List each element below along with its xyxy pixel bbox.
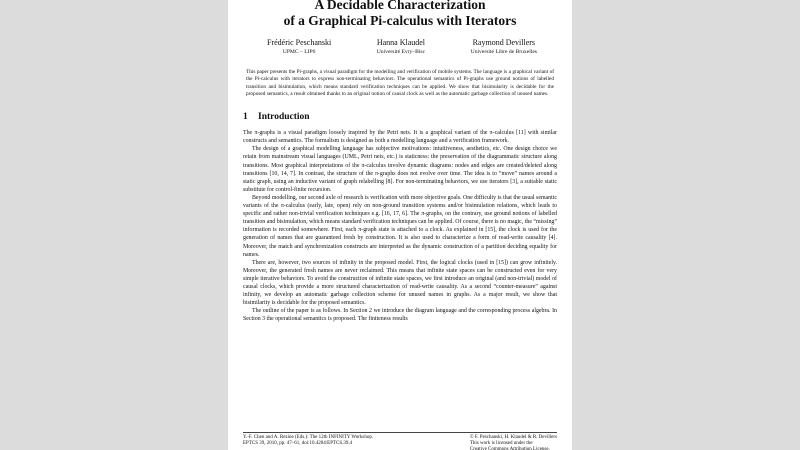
paragraph: The outline of the paper is as follows. In Section 2 we introduce the diagram language and the corresponding process algebra. In Section 3 the operational semantics is proposed. The finiteness results: [243, 308, 557, 323]
title-line-2: of a Graphical Pi-calculus with Iterators: [283, 13, 517, 28]
author-affiliation: UPMC – LIP6: [282, 49, 316, 55]
footer-citation: [243, 435, 373, 450]
author-2: [377, 38, 425, 57]
author-affiliation: Université Evry–Bisc: [376, 49, 426, 55]
page-footer: [243, 432, 557, 450]
section-title: Introduction: [258, 112, 310, 123]
paragraph: The design of a graphical modelling language has subjective motivations: intuitiveness, aesthetics, etc. One design choice we retain from mainstream visual languages (UML, Petri nets, etc.) is staticness: the preservation of the diagrammatic structure along transitions. Most graphical interpretations of the π-calculus involve dynamic diagrams: nodes and edges are created/deleted along transitions [10, 14, 7]. In contrast, the structure of the π-graphs does not evolve over time. The idea is to “move” names around a static graph, using an inductive variant of graph relabelling [8]. For non-terminating behaviors, we use iterators [3], a suitable static substitute for control-finite recursion.: [243, 146, 557, 193]
author-list: [243, 38, 557, 57]
paper-page: [228, 0, 572, 450]
author-3: [471, 38, 537, 57]
page-content: [243, 0, 557, 323]
paragraph: Beyond modelling, our second axle of research is verification with more objective goals. One difficulty is that the usual semantic variants of the π-calculus (early, late, open) rely on non-ground transition systems and/or bisimulation relations, which leads to specific and rather non-trivial verification techniques e.g. [16, 17, 6]. The π-graphs, on the contrary, use ground notions of labelled transition and bisimulation, which means standard verification techniques can be applied. Of course, there is no magic, the “missing” information is recorded somewhere. First, each π-graph state is attached to a clock. As explained in [15], the clock is used for the generation of names that are guaranteed fresh by construction. It is also used to characterize a form of read-write causality [4]. Moreover, the match and synchronization constructs are interpreted as the dynamic construction of a partition deciding equality for names.: [243, 194, 557, 258]
paragraph: The π-graphs is a visual paradigm loosely inspired by the Petri nets. It is a graphical variant of the π-calculus [11] with similar constructs and semantics. The formalism is designed as both a modelling language and a verification framework.: [243, 130, 557, 145]
author-name: Frédéric Peschanski: [267, 38, 332, 47]
section-number: 1: [243, 112, 248, 123]
author-name: Hanna Klaudel: [376, 38, 426, 47]
footer-citation-line: Y.-F. Chen and A. Rezine (Eds.): The 12th INFINITY Workshop.: [243, 435, 374, 440]
author-affiliation: Université Libre de Bruxelles: [470, 49, 537, 55]
section-heading: [243, 111, 557, 123]
footer-license-line: This work is licensed under the: [469, 441, 533, 446]
paragraph: There are, however, two sources of infinity in the proposed model. First, the logical clocks (used in [15]) can grow infinitely. Moreover, the generated fresh names are never reclaimed. This means that infinite state spaces can be constructed even for very simple iterative behaviors. To avoid the construction of infinite state spaces, we first introduce an original (and non-trivial) model of causal clocks, which provide a more structured characterization of read-write causality. As a second “counter-measure” against infinity, we develop an automatic garbage collection scheme for unused names in graphs. As a major result, we show that bisimilarity is decidable for the proposed semantics.: [243, 259, 557, 307]
footer-copyright: © F. Peschanski, H. Klaudel & R. Devillers: [469, 435, 557, 440]
footer-license-line: Creative Commons Attribution License.: [469, 447, 550, 450]
section-body: [243, 129, 557, 323]
paper-title: [243, 0, 557, 29]
title-line-1: A Decidable Characterization: [314, 0, 486, 12]
author-1: [267, 38, 331, 57]
footer-citation-line: EPTCS 39, 2010, pp. 47–61, doi:10.4204/EPTCS.39.4: [243, 441, 353, 446]
abstract: This paper presents the Pi-graphs, a visual paradigm for the modelling and verification of mobile systems. The language is a graphical variant of the Pi-calculus with iterators to express non-terminating behaviors. The operational semantics of Pi-graphs use ground notions of labelled transition and bisimulation, which means standard verification techniques can be applied. We show that bisimularity is decidable for the proposed semantics, a result obtained thanks to an original notion of causal clock as well as the automatic garbage collection of unused names.: [246, 69, 554, 97]
footer-license: [470, 435, 557, 450]
author-name: Raymond Devillers: [472, 38, 536, 47]
